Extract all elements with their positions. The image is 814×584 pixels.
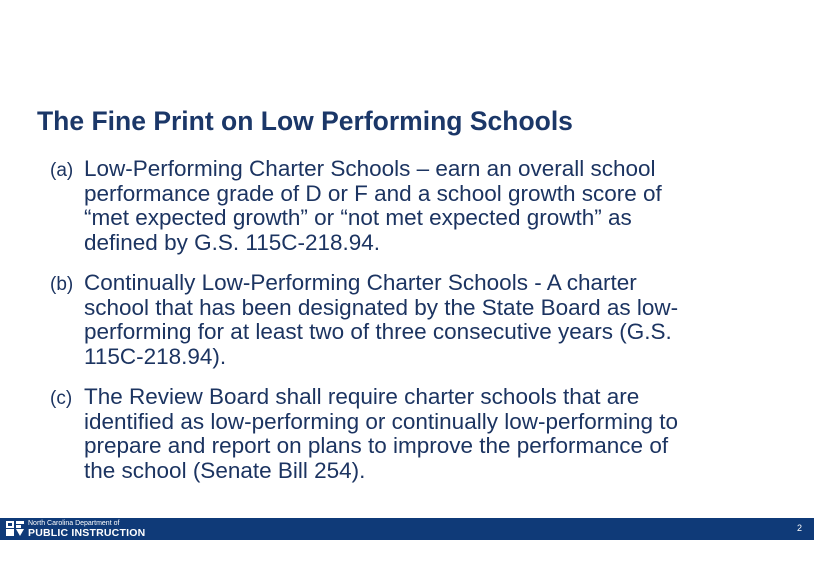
item-line: Continually Low-Performing Charter Schools - A charter [84, 270, 637, 295]
item-line: performance grade of D or F and a school growth score of [84, 180, 662, 206]
item-line: prepare and report on plans to improve the performance of [84, 433, 669, 459]
org-name-line1: North Carolina Department of [28, 520, 120, 527]
item-label: (b) [50, 274, 74, 295]
item-line: school that has been designated by the State Board as low- [84, 294, 679, 320]
org-name-line2: PUBLIC INSTRUCTION [28, 527, 146, 539]
slide-title: The Fine Print on Low Performing Schools [37, 106, 573, 136]
item-line: defined by G.S. 115C-218.94. [84, 229, 381, 255]
item-line: Low-Performing Charter Schools – earn an overall school [84, 156, 656, 181]
item-line: “met expected growth” or “not met expected growth” as [84, 205, 632, 231]
item-line: The Review Board shall require charter schools that are [84, 384, 640, 409]
page-number: 2 [796, 523, 802, 533]
dpi-logo-icon [6, 521, 24, 536]
footer-bar [0, 518, 814, 540]
item-line: the school (Senate Bill 254). [84, 457, 366, 483]
item-line: 115C-218.94). [84, 343, 227, 369]
item-label: (c) [50, 388, 73, 409]
item-line: identified as low-performing or continually low-performing to [84, 408, 679, 434]
item-label: (a) [50, 160, 74, 181]
item-line: performing for at least two of three consecutive years (G.S. [84, 319, 672, 345]
